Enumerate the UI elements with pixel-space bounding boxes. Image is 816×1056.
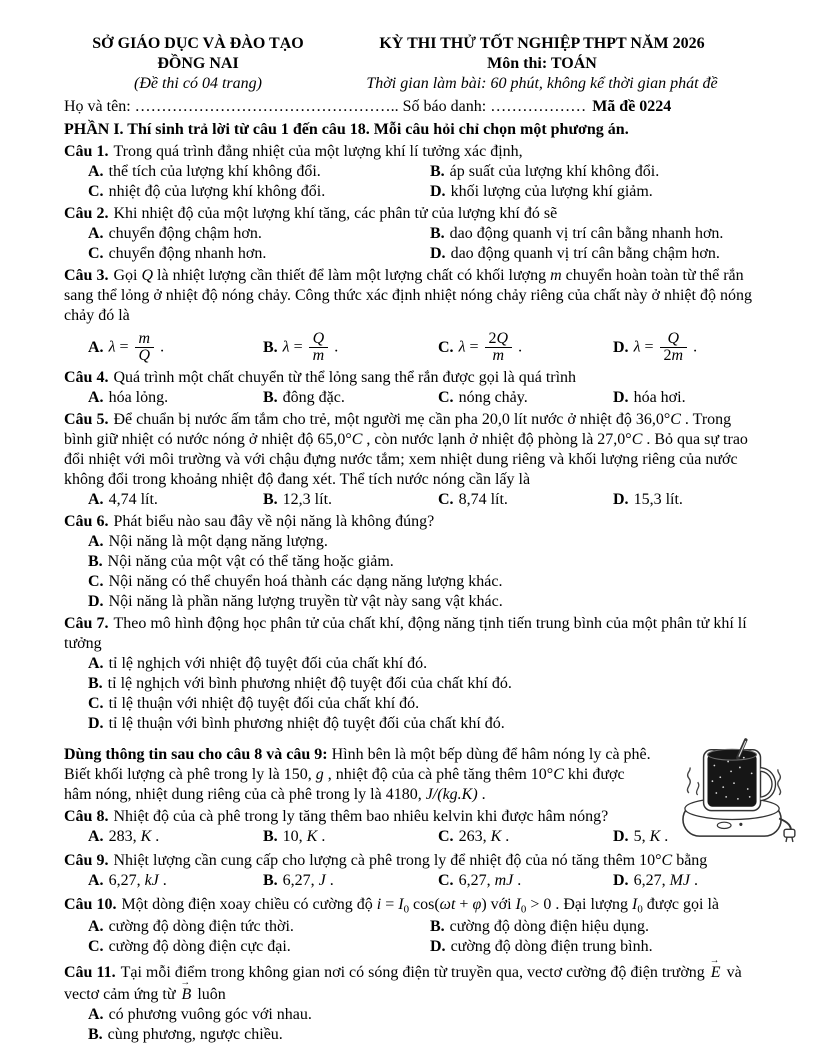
option-c — [88, 572, 752, 592]
question-statement: Nhiệt lượng cần cung cấp cho lượng cà phê trong ly để nhiệt độ của nó tăng thêm 10°C bằng — [113, 851, 708, 869]
question-9 — [64, 851, 752, 891]
option-text: tỉ lệ thuận với bình phương nhiệt độ tuyệt đối của chất khí đó. — [108, 714, 505, 732]
option-label: A. — [88, 1005, 104, 1023]
info-statement: Hình bên là một bếp dùng để hâm nóng ly cà phê. Biết khối lượng cà phê trong ly là 150, g , nhiệt độ của cà phê tăng thêm 10°C khi được hâm nóng, nhiệt dung riêng của cà phê trong ly là 4180, J/(kg.K) . — [64, 745, 651, 803]
question-4-options — [64, 388, 752, 408]
option-label: B. — [263, 388, 278, 406]
option-label: A. — [88, 871, 104, 889]
option-label: C. — [88, 245, 104, 262]
option-c — [88, 694, 752, 714]
option-text: 6,27, MJ . — [633, 871, 698, 889]
option-formula: λ = $\frac{2Q}{m}$ . — [458, 330, 523, 365]
option-text: 6,27, mJ . — [458, 871, 522, 889]
option-a — [88, 330, 263, 366]
question-2 — [64, 204, 752, 264]
question-9-text — [64, 851, 752, 871]
option-text: 6,27, kJ . — [108, 871, 167, 889]
option-formula: λ = $\frac{Q}{m}$ . — [282, 330, 339, 365]
question-statement: Theo mô hình động học phân tử của chất khí, động năng tịnh tiến trung bình của một phân tử khí lí tưởng — [64, 614, 747, 652]
option-b — [88, 674, 752, 694]
option-label: B. — [430, 917, 445, 935]
option-label: D. — [613, 490, 629, 508]
question-statement: Tại mỗi điểm trong không gian nơi có sóng điện từ truyền qua, vectơ cường độ điện trường → E và vectơ cảm ứng từ → B luôn — [64, 964, 742, 1003]
option-c — [88, 244, 430, 264]
option-text: nhiệt độ của lượng khí không đổi. — [108, 183, 326, 200]
option-label: A. — [88, 532, 104, 550]
option-label: A. — [88, 490, 104, 508]
option-d — [88, 714, 752, 734]
question-10-options — [64, 917, 752, 957]
option-text: Nội năng là phần năng lượng truyền từ vật này sang vật khác. — [108, 592, 503, 610]
option-text: cường độ dòng điện cực đại. — [108, 937, 291, 955]
option-text: hóa lỏng. — [108, 388, 169, 406]
option-label: A. — [88, 917, 104, 935]
option-label: A. — [88, 163, 104, 180]
option-label: D. — [430, 183, 446, 200]
option-d — [613, 388, 752, 408]
option-label: D. — [430, 245, 446, 262]
option-a — [88, 490, 263, 510]
option-text: 5, K . — [633, 827, 669, 845]
option-text: cường độ dòng điện trung bình. — [450, 937, 653, 955]
option-text: 283, K . — [108, 827, 160, 845]
option-b — [430, 162, 752, 182]
question-11-text — [64, 961, 752, 1005]
option-text: 4,74 lít. — [108, 490, 158, 508]
issuer-province: ĐỒNG NAI — [157, 55, 239, 72]
option-c — [438, 871, 613, 891]
option-a — [88, 162, 430, 182]
question-statement: Phát biểu nào sau đây về nội năng là không đúng? — [113, 512, 435, 530]
option-formula: λ = $\frac{Q}{2m}$ . — [633, 330, 698, 365]
question-4-text — [64, 368, 752, 388]
option-label: A. — [88, 654, 104, 672]
option-c — [438, 388, 613, 408]
exam-subject: Môn thi: TOÁN — [487, 55, 597, 72]
option-label: C. — [88, 572, 104, 590]
question-7 — [64, 614, 752, 734]
question-8-options — [64, 827, 752, 847]
option-d — [613, 871, 752, 891]
candidate-number-field: Số báo danh: ……………… — [398, 98, 587, 115]
option-label: A. — [88, 225, 104, 242]
option-text: 10, K . — [282, 827, 326, 845]
question-6 — [64, 512, 752, 612]
question-statement: Gọi Q là nhiệt lượng cần thiết để làm một lượng chất có khối lượng m chuyển hoàn toàn từ thể rắn sang thể lỏng ở nhiệt độ nóng chảy. Công thức xác định nhiệt nóng chảy riêng của chất này ở nhiệt độ nóng chảy đó là — [64, 267, 752, 324]
option-formula: λ = $\frac{m}{Q}$ . — [108, 330, 165, 365]
option-a — [88, 532, 752, 552]
option-a — [88, 827, 263, 847]
option-text: dao động quanh vị trí cân bằng chậm hơn. — [450, 245, 720, 262]
option-d — [88, 592, 752, 612]
option-text: dao động quanh vị trí cân bằng nhanh hơn. — [449, 225, 724, 242]
option-a — [88, 1005, 752, 1025]
option-b — [263, 330, 438, 366]
question-11 — [64, 961, 752, 1045]
info-lead: Dùng thông tin sau cho câu 8 và câu 9: — [64, 745, 328, 763]
option-label: B. — [263, 827, 278, 845]
question-4 — [64, 368, 752, 408]
option-c — [438, 490, 613, 510]
option-a — [88, 224, 430, 244]
info-block-q8-q9 — [64, 745, 752, 847]
option-c — [88, 937, 430, 957]
option-label: C. — [88, 183, 104, 200]
option-c — [438, 330, 613, 366]
option-text: thể tích của lượng khí không đổi. — [108, 163, 321, 180]
option-text: chuyển động chậm hơn. — [108, 225, 262, 242]
option-text: cường độ dòng điện tức thời. — [108, 917, 294, 935]
option-label: C. — [88, 694, 104, 712]
option-b — [430, 224, 752, 244]
question-5 — [64, 410, 752, 510]
option-c — [438, 827, 613, 847]
question-2-options — [64, 224, 752, 264]
question-7-text — [64, 614, 752, 654]
question-3-text — [64, 266, 752, 326]
part1-heading: PHẦN I. Thí sinh trả lời từ câu 1 đến câu 18. Mỗi câu hỏi chỉ chọn một phương án. — [64, 121, 629, 138]
question-label: Câu 8. — [64, 807, 109, 825]
option-text: cường độ dòng điện hiệu dụng. — [449, 917, 649, 935]
option-b — [263, 388, 438, 408]
option-text: 15,3 lít. — [633, 490, 683, 508]
option-label: C. — [438, 871, 454, 889]
option-text: áp suất của lượng khí không đổi. — [449, 163, 660, 180]
question-label: Câu 11. — [64, 963, 116, 981]
question-6-options — [64, 532, 752, 612]
question-10 — [64, 895, 752, 957]
option-label: B. — [88, 674, 103, 692]
option-label: B. — [430, 163, 445, 180]
option-label: A. — [88, 338, 104, 356]
option-c — [88, 182, 430, 202]
option-a — [88, 654, 752, 674]
question-label: Câu 6. — [64, 512, 109, 530]
option-text: 8,74 lít. — [458, 490, 508, 508]
question-statement: Khi nhiệt độ của một lượng khí tăng, các phân tử của lượng khí đó sẽ — [113, 205, 558, 222]
exam-title: KỲ THI THỬ TỐT NGHIỆP THPT NĂM 2026 — [379, 35, 705, 52]
question-label: Câu 10. — [64, 895, 117, 913]
option-text: cùng phương, ngược chiều. — [107, 1025, 283, 1043]
option-label: D. — [613, 388, 629, 406]
option-text: 12,3 lít. — [282, 490, 333, 508]
issuer-block — [64, 34, 332, 94]
issuer-name: SỞ GIÁO DỤC VÀ ĐÀO TẠO — [92, 35, 304, 52]
option-text: hóa hơi. — [633, 388, 686, 406]
option-b — [88, 552, 752, 572]
question-label: Câu 5. — [64, 410, 109, 428]
option-label: B. — [263, 490, 278, 508]
exam-title-block — [332, 34, 752, 94]
option-label: B. — [88, 1025, 103, 1043]
option-label: B. — [430, 225, 445, 242]
option-label: C. — [438, 388, 454, 406]
option-d — [430, 182, 752, 202]
option-b — [263, 827, 438, 847]
question-statement: Quá trình một chất chuyển từ thể lỏng sang thể rắn được gọi là quá trình — [113, 368, 577, 386]
option-label: A. — [88, 388, 104, 406]
question-label: Câu 1. — [64, 143, 109, 160]
option-d — [613, 330, 752, 366]
option-text: đông đặc. — [282, 388, 345, 406]
option-label: D. — [88, 592, 104, 610]
exam-header — [64, 34, 752, 94]
question-5-options — [64, 490, 752, 510]
option-a — [88, 388, 263, 408]
info-q8-q9-text — [64, 745, 752, 805]
question-label: Câu 7. — [64, 614, 109, 632]
option-d — [430, 937, 752, 957]
option-a — [88, 871, 263, 891]
question-8-text — [64, 807, 752, 827]
exam-code: Mã đề 0224 — [592, 98, 672, 115]
option-text: chuyển động nhanh hơn. — [108, 245, 267, 262]
option-label: B. — [88, 552, 103, 570]
option-label: B. — [263, 871, 278, 889]
question-statement: Một dòng điện xoay chiều có cường độ $i = I_0$ cos(ωt + φ) với $I_0 > 0$ . Đại lượng $I_0$ được gọi là — [121, 895, 720, 916]
candidate-info-line — [64, 97, 752, 117]
question-8 — [64, 807, 752, 847]
option-label: A. — [88, 827, 104, 845]
question-3 — [64, 266, 752, 366]
question-label: Câu 9. — [64, 851, 109, 869]
option-text: khối lượng của lượng khí giảm. — [450, 183, 653, 200]
option-b — [430, 917, 752, 937]
option-label: D. — [613, 338, 629, 356]
option-a — [88, 917, 430, 937]
option-text: 6,27, J . — [282, 871, 334, 889]
option-label: D. — [613, 827, 629, 845]
option-text: Nội năng của một vật có thể tăng hoặc giảm. — [107, 552, 394, 570]
question-9-options — [64, 871, 752, 891]
option-d — [430, 244, 752, 264]
option-b — [263, 490, 438, 510]
question-3-options — [64, 330, 752, 366]
exam-duration-note: Thời gian làm bài: 60 phút, không kể thời gian phát đề — [366, 75, 718, 92]
option-label: C. — [438, 490, 454, 508]
question-6-text — [64, 512, 752, 532]
coffee-warmer-illustration — [668, 738, 800, 844]
question-label: Câu 4. — [64, 368, 109, 386]
option-text: nóng chảy. — [458, 388, 528, 406]
option-label: C. — [438, 338, 454, 356]
option-label: C. — [88, 937, 104, 955]
option-text: 263, K . — [458, 827, 510, 845]
candidate-name-field: Họ và tên: ………………………………………….. — [64, 98, 399, 115]
option-label: D. — [430, 937, 446, 955]
option-text: Nội năng là một dạng năng lượng. — [108, 532, 328, 550]
option-label: B. — [263, 338, 278, 356]
question-2-text — [64, 204, 752, 224]
question-10-text — [64, 895, 752, 917]
question-7-options — [64, 654, 752, 734]
question-label: Câu 3. — [64, 267, 109, 284]
question-label: Câu 2. — [64, 205, 109, 222]
option-b — [88, 1025, 752, 1045]
question-1-options — [64, 162, 752, 202]
question-5-text — [64, 410, 752, 490]
question-1-text — [64, 142, 752, 162]
option-label: C. — [438, 827, 454, 845]
page-count-note: (Đề thi có 04 trang) — [134, 75, 262, 92]
option-text: có phương vuông góc với nhau. — [108, 1005, 312, 1023]
option-text: tỉ lệ thuận với nhiệt độ tuyệt đối của chất khí đó. — [108, 694, 420, 712]
question-statement: Nhiệt độ của cà phê trong ly tăng thêm bao nhiêu kelvin khi được hâm nóng? — [113, 807, 609, 825]
option-b — [263, 871, 438, 891]
question-statement: Trong quá trình đẳng nhiệt của một lượng khí lí tưởng xác định, — [113, 143, 523, 160]
option-d — [613, 490, 752, 510]
option-label: D. — [88, 714, 104, 732]
question-1 — [64, 142, 752, 202]
question-statement: Để chuẩn bị nước ấm tắm cho trẻ, một người mẹ cần pha 20,0 lít nước ở nhiệt độ 36,0°C . Trong bình giữ nhiệt có nước nóng ở nhiệt độ 65,0°C , còn nước lạnh ở nhiệt độ phòng là 27,0°C . Bỏ qua sự trao đổi nhiệt với môi trường và với chậu đựng nước tắm; xem nhiệt dung riêng và khối lượng riêng của nước không đổi trong khoảng nhiệt độ đang xét. Thể tích nước nóng cần lấy là — [64, 410, 748, 488]
option-text: Nội năng có thể chuyển hoá thành các dạng năng lượng khác. — [108, 572, 503, 590]
question-11-options — [64, 1005, 752, 1045]
option-text: tỉ lệ nghịch với bình phương nhiệt độ tuyệt đối của chất khí đó. — [107, 674, 512, 692]
option-text: tỉ lệ nghịch với nhiệt độ tuyệt đối của chất khí đó. — [108, 654, 428, 672]
option-label: D. — [613, 871, 629, 889]
